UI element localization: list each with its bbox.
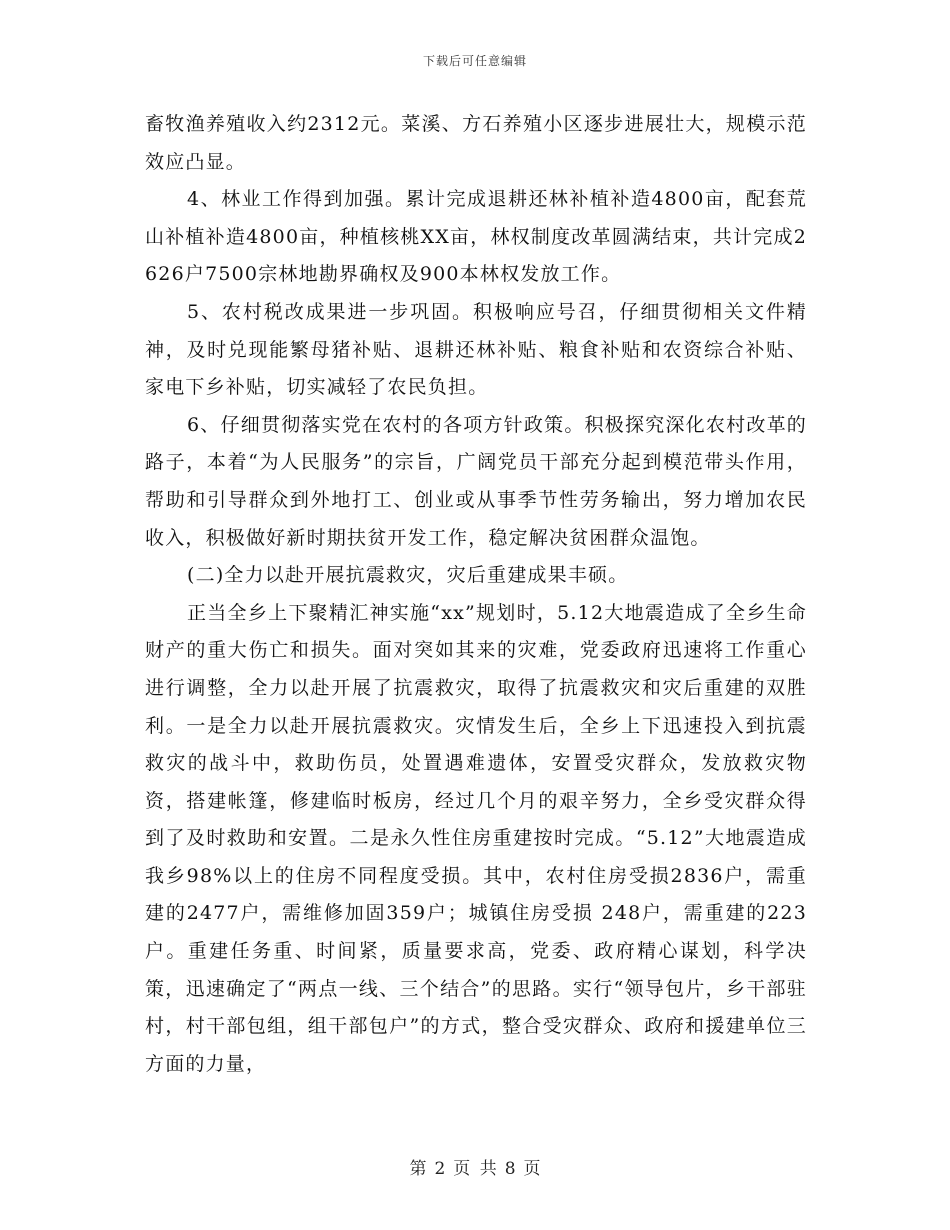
paragraph-earthquake-relief: 正当全乡上下聚精汇神实施“xx”规划时，5.12大地震造成了全乡生命财产的重大伤亡和损失。面对突如其来的灾难，党委政府迅速将工作重心进行调整，全力以赴开展了抗震救灾，取得了抗震救灾和灾后重建的双胜利。一是全力以赴开展抗震救灾。灾情发生后，全乡上下迅速投入到抗震救灾的战斗中，救助伤员，处置遇难遗体，安置受灾群众，发放救灾物资，搭建帐篷，修建临时板房，经过几个月的艰辛努力，全乡受灾群众得到了及时救助和安置。二是永久性住房重建按时完成。“5.12”大地震造成我乡98%以上的住房不同程度受损。其中，农村住房受损2836户，需重建的2477户，需维修加固359户；城镇住房受损 248户，需重建的223户。重建任务重、时间紧，质量要求高，党委、政府精心谋划，科学决策，迅速确定了“两点一线、三个结合”的思路。实行“领导包片，乡干部驻村，村干部包组，组干部包户”的方式，整合受灾群众、政府和援建单位三方面的力量， [145, 601, 807, 1075]
page-label-mid: 页 共 [453, 1159, 497, 1179]
page-label-suffix: 页 [523, 1159, 541, 1179]
page-header: 下载后可任意编辑 [422, 54, 527, 68]
paragraph-tax-reform: 5、农村税改成果进一步巩固。积极响应号召，仔细贯彻相关文件精神，及时兑现能繁母猪补贴、退耕还林补贴、粮食补贴和农资综合补贴、家电下乡补贴，切实减轻了农民负担。 [145, 300, 807, 399]
paragraph-continuation: 畜牧渔养殖收入约2312元。菜溪、方石养殖小区逐步进展壮大，规模示范效应凸显。 [145, 113, 807, 173]
paragraph-forestry: 4、林业工作得到加强。累计完成退耕还林补植补造4800亩，配套荒山补植补造4800亩，种植核桃XX亩，林权制度改革圆满结束，共计完成2626户7500宗林地勘界确权及900本林权发放工作。 [145, 188, 807, 286]
section-heading: (二)全力以赴开展抗震救灾，灾后重建成果丰硕。 [187, 564, 629, 587]
page-label-prefix: 第 [409, 1159, 427, 1179]
total-pages-number: 8 [504, 1159, 516, 1179]
page-footer [0, 1154, 950, 1179]
paragraph-policy: 6、仔细贯彻落实党在农村的各项方针政策。积极探究深化农村改革的路子，本着“为人民服务”的宗旨，广阔党员干部充分起到模范带头作用，帮助和引导群众到外地打工、创业或从事季节性劳务输出，努力增加农民收入，积极做好新时期扶贫开发工作，稳定解决贫困群众温饱。 [145, 413, 807, 549]
document-body [145, 106, 807, 1083]
current-page-number: 2 [434, 1159, 446, 1179]
